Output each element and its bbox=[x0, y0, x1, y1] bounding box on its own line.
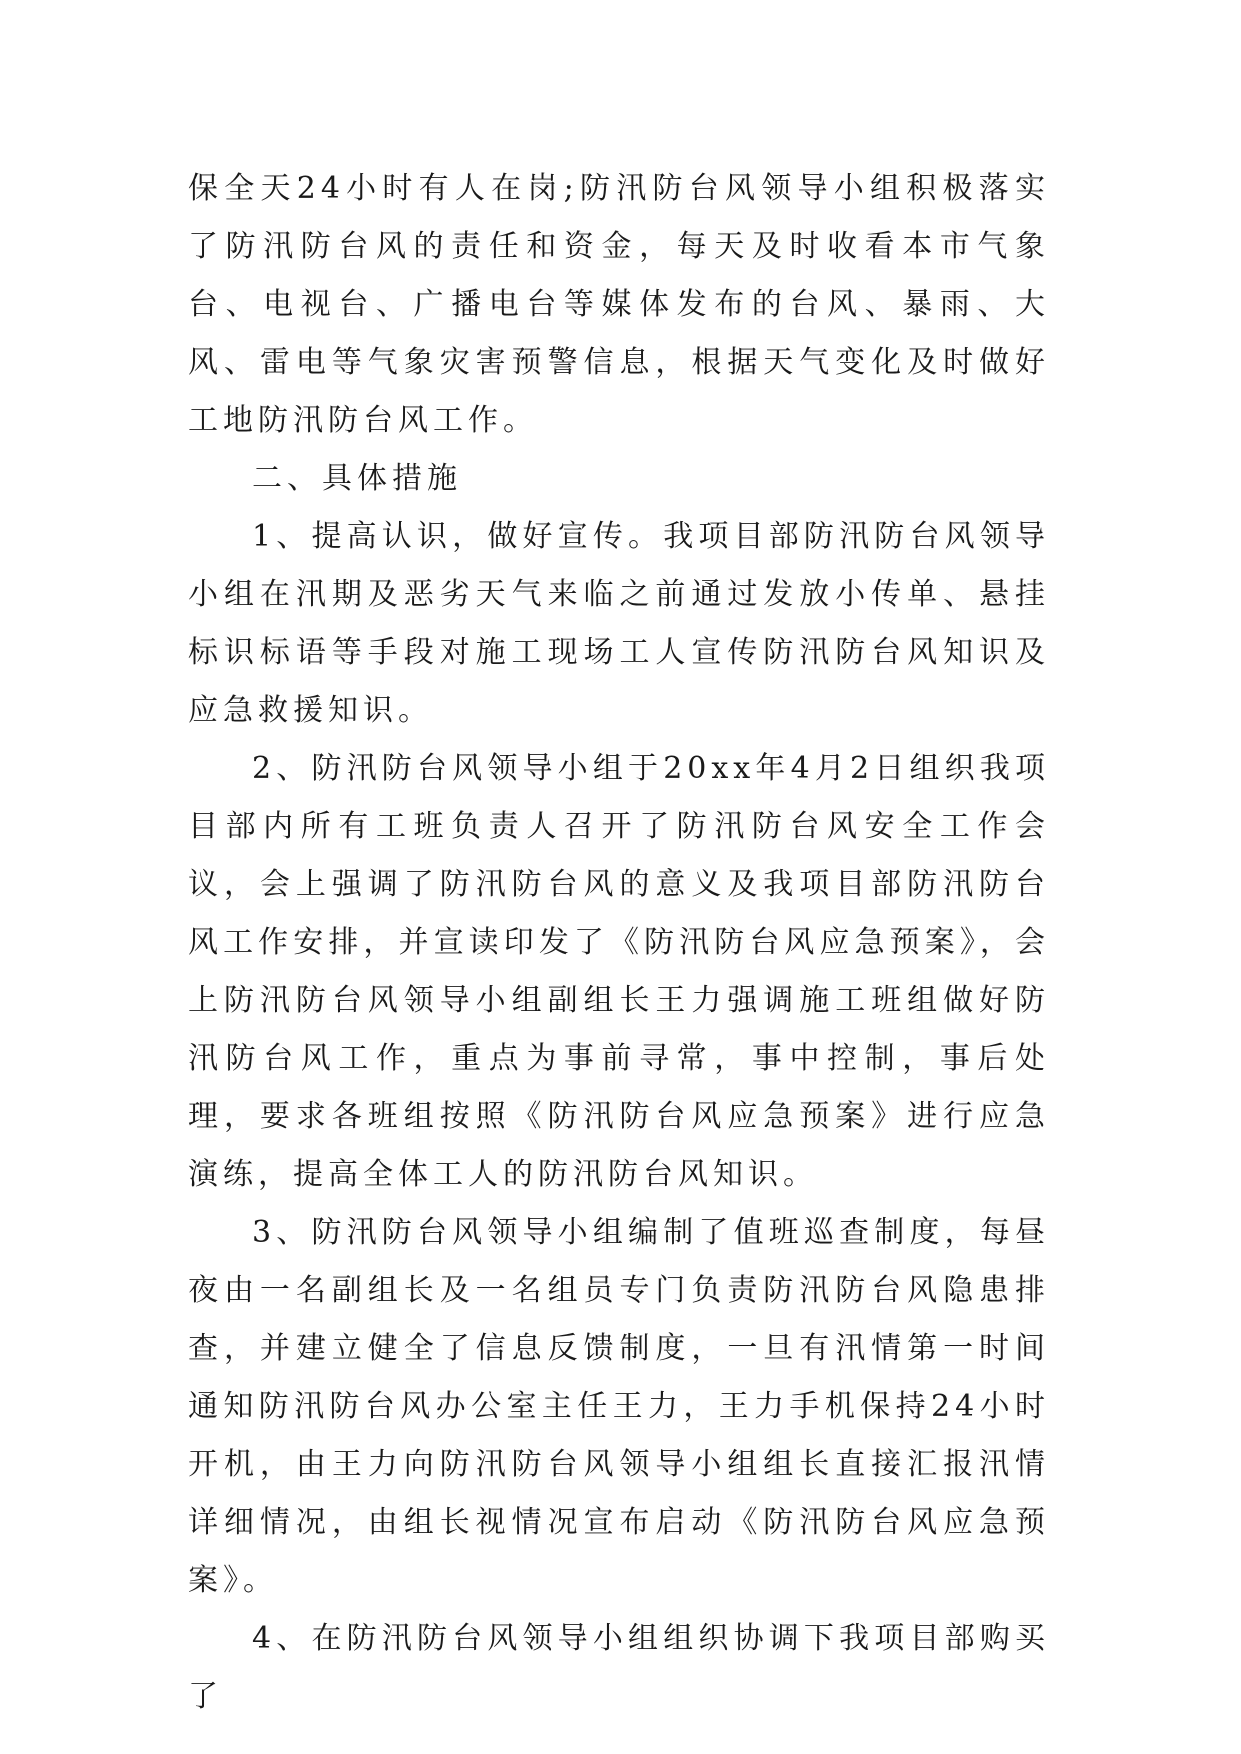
paragraph-measure-3: 3、防汛防台风领导小组编制了值班巡查制度，每昼夜由一名副组长及一名组员专门负责防汛防台风隐患排查，并建立健全了信息反馈制度，一旦有汛情第一时间通知防汛防台风办公室主任王力，王力手机保持24小时开机，由王力向防汛防台风领导小组组长直接汇报汛情详细情况，由组长视情况宣布启动《防汛防台风应急预案》。 bbox=[188, 1215, 1050, 1598]
paragraph-intro-continuation: 保全天24小时有人在岗;防汛防台风领导小组积极落实了防汛防台风的责任和资金，每天及时收看本市气象台、电视台、广播电台等媒体发布的台风、暴雨、大风、雷电等气象灾害预警信息，根据天气变化及时做好工地防汛防台风工作。 bbox=[188, 171, 1050, 438]
paragraph-measure-2: 2、防汛防台风领导小组于20xx年4月2日组织我项目部内所有工班负责人召开了防汛防台风安全工作会议，会上强调了防汛防台风的意义及我项目部防汛防台风工作安排，并宣读印发了《防汛防台风应急预案》，会上防汛防台风领导小组副组长王力强调施工班组做好防汛防台风工作，重点为事前寻常，事中控制，事后处理，要求各班组按照《防汛防台风应急预案》进行应急演练，提高全体工人的防汛防台风知识。 bbox=[188, 751, 1050, 1192]
section-heading-specific-measures: 二、具体措施 bbox=[252, 461, 462, 496]
document-body bbox=[188, 160, 1050, 1726]
paragraph-measure-1: 1、提高认识，做好宣传。我项目部防汛防台风领导小组在汛期及恶劣天气来临之前通过发放小传单、悬挂标识标语等手段对施工现场工人宣传防汛防台风知识及应急救援知识。 bbox=[188, 519, 1050, 728]
paragraph-measure-4: 4、在防汛防台风领导小组组织协调下我项目部购买了 bbox=[188, 1621, 1050, 1714]
